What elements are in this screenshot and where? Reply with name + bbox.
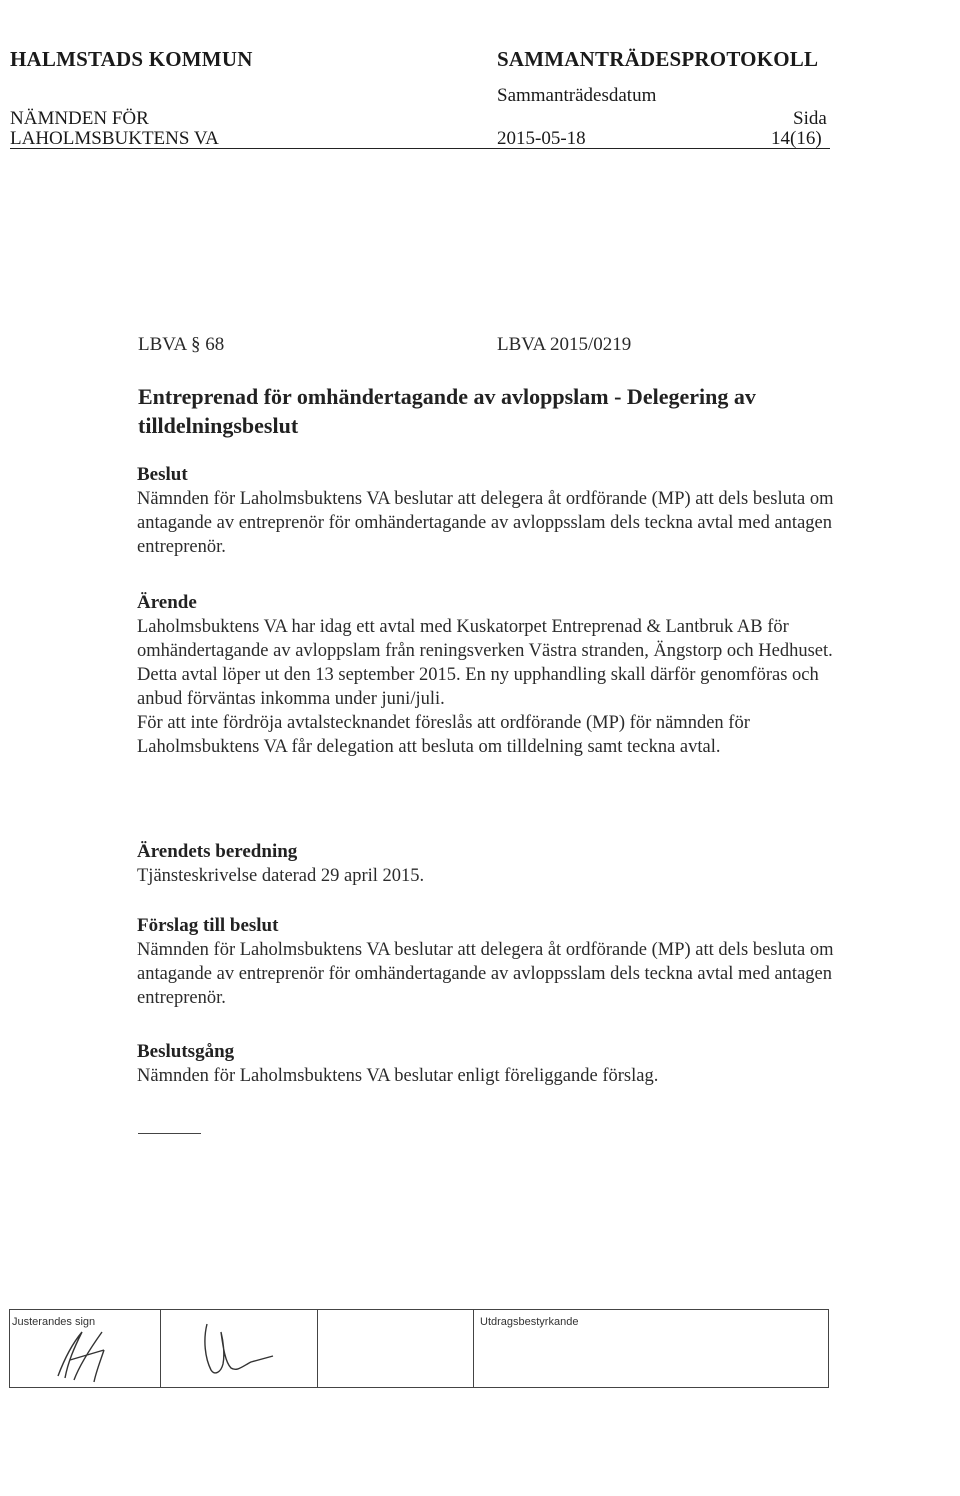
- justerandes-sign-cell-1: [10, 1310, 161, 1387]
- section-heading: Förslag till beslut: [137, 915, 279, 936]
- section-beslut: [137, 463, 837, 559]
- page-number: 14(16): [771, 128, 822, 149]
- section-text: Nämnden för Laholmsbuktens VA beslutar att delegera åt ordförande (MP) att dels besluta om antagande av entreprenör för omhändertagande av avloppsslam dels teckna avtal med antagen entreprenör.: [137, 940, 834, 1008]
- section-heading: Ärendets beredning: [137, 841, 298, 862]
- justerandes-sign-label: Justerandes sign: [12, 1316, 96, 1328]
- committee-name-line2: LAHOLMSBUKTENS VA: [10, 128, 219, 149]
- arende-paragraph-3: För att inte fördröja avtalstecknandet föreslås att ordförande (MP) för nämnden för Laholmsbuktens VA får delegation att besluta om tilldelning samt teckna avtal.: [137, 713, 750, 757]
- case-number: LBVA 2015/0219: [497, 334, 632, 355]
- utdragsbestyrkande-cell: [474, 1310, 828, 1387]
- page-label: Sida: [793, 108, 827, 129]
- justerandes-sign-cell-2: [161, 1310, 318, 1387]
- arende-paragraph-2: Detta avtal löper ut den 13 september 2015. En ny upphandling skall därför genomföras och anbud förväntas inkomma under juni/juli.: [137, 665, 819, 709]
- section-text: [137, 615, 837, 759]
- section-heading: Beslut: [137, 464, 188, 485]
- utdragsbestyrkande-label: Utdragsbestyrkande: [480, 1316, 579, 1328]
- document-type: SAMMANTRÄDESPROTOKOLL: [497, 47, 819, 71]
- section-heading: Ärende: [137, 592, 197, 613]
- section-forslag: [137, 914, 837, 1010]
- section-text: Nämnden för Laholmsbuktens VA beslutar enligt föreliggande förslag.: [137, 1066, 659, 1086]
- meeting-date-label: Sammanträdesdatum: [497, 85, 657, 106]
- paragraph-reference: LBVA § 68: [138, 334, 225, 355]
- municipality-name: HALMSTADS KOMMUN: [10, 47, 253, 71]
- meeting-date-value: 2015-05-18: [497, 128, 586, 149]
- section-text: Nämnden för Laholmsbuktens VA beslutar att delegera åt ordförande (MP) att dels besluta om antagande av entreprenör för omhändertagande av avloppsslam dels teckna avtal med antagen entreprenör.: [137, 489, 834, 557]
- section-heading: Beslutsgång: [137, 1041, 235, 1062]
- header-rule: [10, 148, 830, 149]
- arende-paragraph-1: Laholmsbuktens VA har idag ett avtal med Kuskatorpet Entreprenad & Lantbruk AB för omhändertagande av avloppslam från reningsverken Västra stranden, Ängstorp och Hedhuset.: [137, 617, 833, 661]
- signature-2-icon: [161, 1310, 317, 1387]
- section-beredning: [137, 840, 837, 888]
- section-text: Tjänsteskrivelse daterad 29 april 2015.: [137, 866, 425, 886]
- section-arende: [137, 591, 837, 759]
- end-marker-line: [138, 1133, 201, 1134]
- signature-strip: [9, 1309, 829, 1388]
- justerandes-sign-cell-3: [318, 1310, 474, 1387]
- signature-1-icon: [10, 1310, 160, 1387]
- committee-name-line1: NÄMNDEN FÖR: [10, 108, 149, 129]
- section-beslutsgang: [137, 1040, 837, 1088]
- document-title: Entreprenad för omhändertagande av avloppslam - Delegering av tilldelningsbeslut: [138, 384, 756, 438]
